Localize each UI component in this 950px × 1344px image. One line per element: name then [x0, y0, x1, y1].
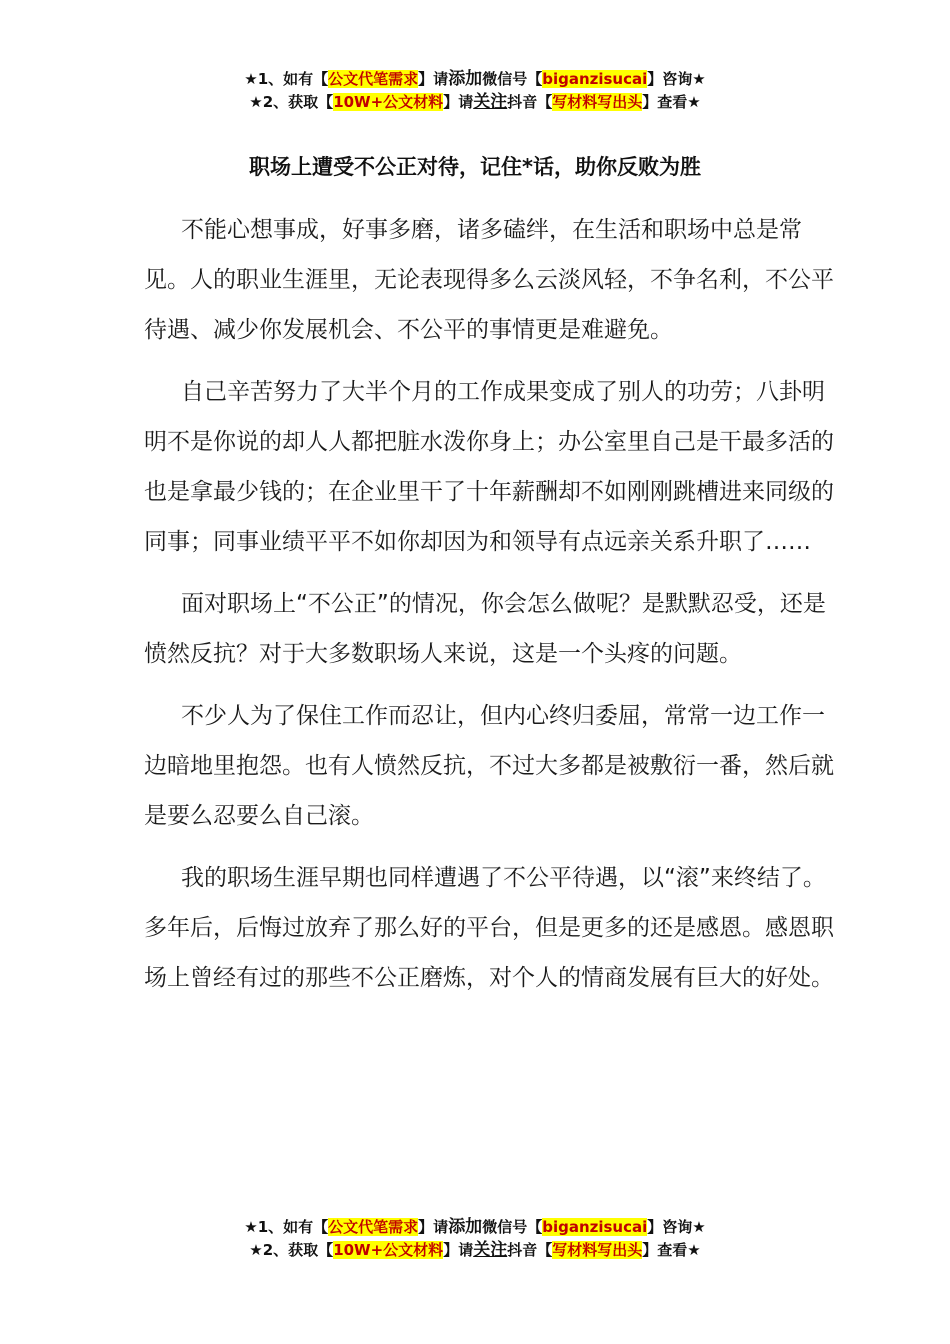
document-body [144, 205, 834, 1015]
highlight-service: 公文代笔需求 [328, 70, 419, 88]
highlight-service: 公文代笔需求 [328, 1218, 419, 1236]
paragraph: 面对职场上“不公正”的情况，你会怎么做呢？是默默忍受，还是愤然反抗？对于大多数职场人来说，这是一个头疼的问题。 [144, 591, 826, 667]
star-icon: ★ [249, 93, 263, 111]
highlight-materials: 10W+公文材料 [333, 1241, 444, 1259]
highlight-wechat-id: biganzisucai [542, 1218, 648, 1236]
highlight-wechat-id: biganzisucai [542, 70, 648, 88]
header-banner [0, 68, 950, 114]
star-icon: ★ [249, 1241, 263, 1259]
star-icon: ★ [687, 1241, 701, 1259]
highlight-douyin: 写材料写出头 [552, 1241, 643, 1259]
footer-line-2: ★2、获取【10W+公文材料】请关注抖音【写材料写出头】查看★ [249, 1240, 701, 1260]
paragraph: 我的职场生涯早期也同样遭遇了不公平待遇，以“滚”来终结了。多年后，后悔过放弃了那么好的平台，但是更多的还是感恩。感恩职场上曾经有过的那些不公正磨炼，对个人的情商发展有巨大的好处。 [144, 865, 834, 991]
paragraph: 不能心想事成，好事多磨，诸多磕绊，在生活和职场中总是常见。人的职业生涯里，无论表现得多么云淡风轻，不争名利，不公平待遇、减少你发展机会、不公平的事情更是难避免。 [144, 217, 834, 343]
footer-banner [0, 1216, 950, 1262]
paragraph: 自己辛苦努力了大半个月的工作成果变成了别人的功劳；八卦明明不是你说的却人人都把脏水泼你身上；办公室里自己是干最多活的也是拿最少钱的；在企业里干了十年薪酬却不如刚刚跳槽进来同级的同事；同事业绩平平不如你却因为和领导有点远亲关系升职了…… [144, 379, 834, 555]
star-icon: ★ [692, 70, 706, 88]
highlight-materials: 10W+公文材料 [333, 93, 444, 111]
header-line-1: ★1、如有【公文代笔需求】请添加微信号【biganzisucai】咨询★ [244, 69, 706, 89]
highlight-douyin: 写材料写出头 [552, 93, 643, 111]
star-icon: ★ [244, 1218, 258, 1236]
paragraph: 不少人为了保住工作而忍让，但内心终归委屈，常常一边工作一边暗地里抱怨。也有人愤然反抗，不过大多都是被敷衍一番，然后就是要么忍要么自己滚。 [144, 703, 834, 829]
star-icon: ★ [692, 1218, 706, 1236]
header-line-2: ★2、获取【10W+公文材料】请关注抖音【写材料写出头】查看★ [249, 92, 701, 112]
document-title: 职场上遭受不公正对待，记住*话，助你反败为胜 [249, 155, 701, 179]
star-icon: ★ [687, 93, 701, 111]
star-icon: ★ [244, 70, 258, 88]
footer-line-1: ★1、如有【公文代笔需求】请添加微信号【biganzisucai】咨询★ [244, 1217, 706, 1237]
